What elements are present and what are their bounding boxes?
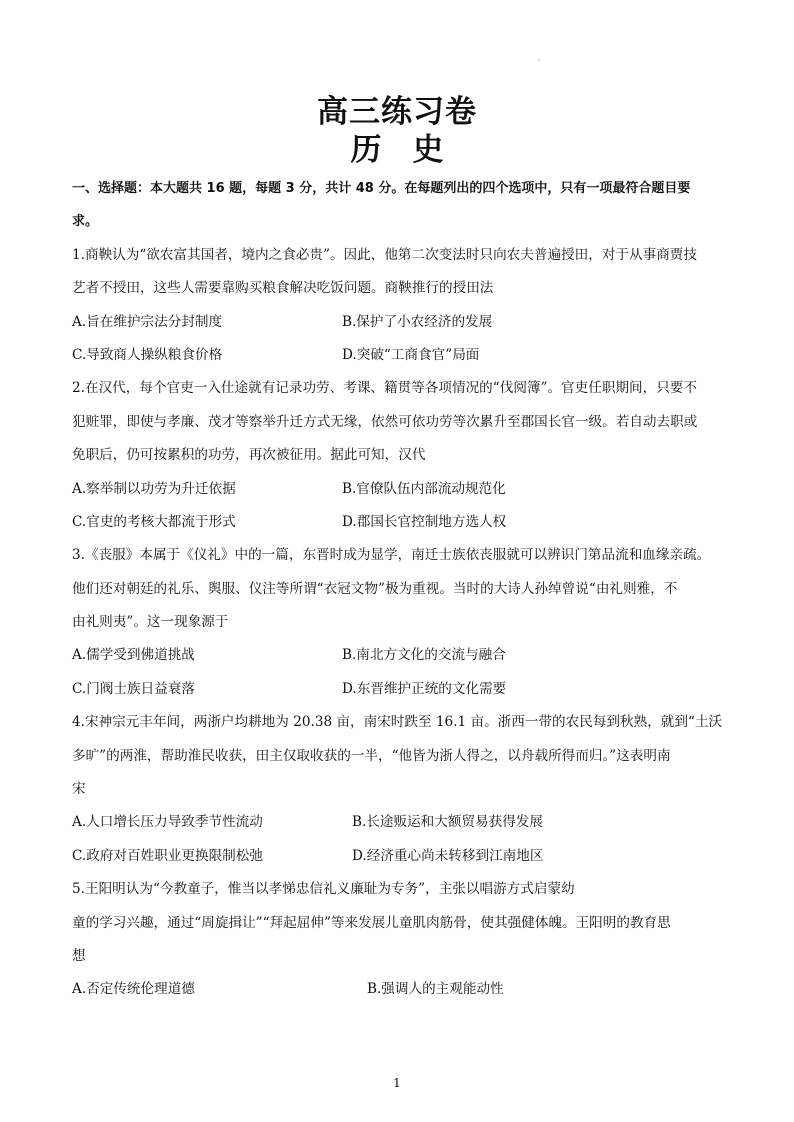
section-instruction-cont: 求。	[72, 214, 99, 230]
option-row	[72, 306, 728, 339]
option-a: A.人口增长压力导致季节性流动	[72, 814, 263, 831]
question-text: 由礼则夷”。这一现象源于	[72, 614, 229, 631]
question-text: 艺者不授田，这些人需要靠购买粮食解决吃饭问题。商鞅推行的授田法	[72, 280, 494, 297]
option-row	[72, 840, 728, 873]
section-instruction: 一、选择题：本大题共 16 题，每题 3 分，共计 48 分。在每题列出的四个选项中，只有一项最符合题目要	[72, 181, 691, 196]
question-text: 免职后，仍可按累积的功劳，再次被征用。据此可知，汉代	[72, 447, 426, 464]
option-row	[72, 339, 728, 372]
option-b: B.南北方文化的交流与融合	[342, 647, 506, 664]
question-text: 1.商鞅认为“欲农富其国者，境内之食必贵”。因此，他第二次变法时只向农夫普遍授田，对于从事商贾技	[72, 246, 697, 263]
option-c: C.门阀士族日益衰落	[72, 680, 195, 697]
question-text: 他们还对朝廷的礼乐、舆服、仪注等所谓“衣冠文物”极为重视。当时的大诗人孙绰曾说“由礼则雅，不	[72, 580, 678, 597]
option-b: B.强调人的主观能动性	[367, 981, 504, 998]
question-4	[72, 706, 728, 873]
exam-title: 高三练习卷	[317, 94, 477, 130]
option-d: D.突破“工商食官”局面	[342, 346, 480, 363]
option-c: C.官吏的考核大都流于形式	[72, 513, 236, 530]
question-3	[72, 539, 728, 706]
question-text: 5.王阳明认为“今教童子，惟当以孝悌忠信礼义廉耻为专务”，主张以唱游方式启蒙幼	[72, 881, 575, 898]
question-2	[72, 372, 728, 539]
question-text: 2.在汉代，每个官吏一入仕途就有记录功劳、考课、籍贯等各项情况的“伐阅簿”。官吏任职期间，只要不	[72, 380, 697, 397]
question-text: 童的学习兴趣，通过“周旋揖让”“拜起屈伸”等来发展儿童肌肉筋骨，使其强健体魄。王阳明的教育思	[72, 914, 671, 931]
subject-title: 历 史	[350, 132, 444, 168]
question-text: 犯赃罪，即使与孝廉、茂才等察举升迁方式无缘，依然可依功劳等次累升至郡国长官一级。若自动去职或	[72, 413, 698, 430]
option-a: A.否定传统伦理道德	[72, 981, 195, 998]
exam-content	[72, 172, 728, 1007]
option-b: B.长途贩运和大额贸易获得发展	[352, 814, 544, 831]
option-d: D.东晋维护正统的文化需要	[342, 680, 507, 697]
decorative-dot: ·	[538, 56, 541, 65]
question-1	[72, 239, 728, 373]
option-row	[72, 473, 728, 506]
question-5	[72, 873, 728, 1007]
option-c: C.导致商人操纵粮食价格	[72, 346, 223, 363]
option-row	[72, 673, 728, 706]
question-text: 宋	[72, 781, 86, 798]
page-number: 1	[393, 1076, 401, 1090]
question-text: 想	[72, 947, 86, 964]
option-c: C.政府对百姓职业更换限制松弛	[72, 847, 263, 864]
option-row	[72, 506, 728, 539]
option-d: D.郡国长官控制地方选人权	[342, 513, 507, 530]
question-text: 4.宋神宗元丰年间，两浙户均耕地为 20.38 亩，南宋时跌至 16.1 亩。浙西一带的农民每到秋熟，就到“土沃	[72, 714, 723, 731]
option-row	[72, 639, 728, 672]
option-row	[72, 973, 728, 1006]
option-b: B.官僚队伍内部流动规范化	[342, 480, 506, 497]
option-b: B.保护了小农经济的发展	[342, 313, 493, 330]
question-text: 多旷”的两淮，帮助淮民收获，田主仅取收获的一半，“他皆为浙人得之，以舟载所得而归。”这表明南	[72, 747, 671, 764]
option-d: D.经济重心尚未转移到江南地区	[352, 847, 544, 864]
option-a: A.察举制以功劳为升迁依据	[72, 480, 236, 497]
option-a: A.儒学受到佛道挑战	[72, 647, 195, 664]
option-row	[72, 806, 728, 839]
option-a: A.旨在维护宗法分封制度	[72, 313, 223, 330]
question-text: 3.《丧服》本属于《仪礼》中的一篇，东晋时成为显学，南迁士族依丧服就可以辨识门第品流和血缘亲疏。	[72, 547, 711, 564]
